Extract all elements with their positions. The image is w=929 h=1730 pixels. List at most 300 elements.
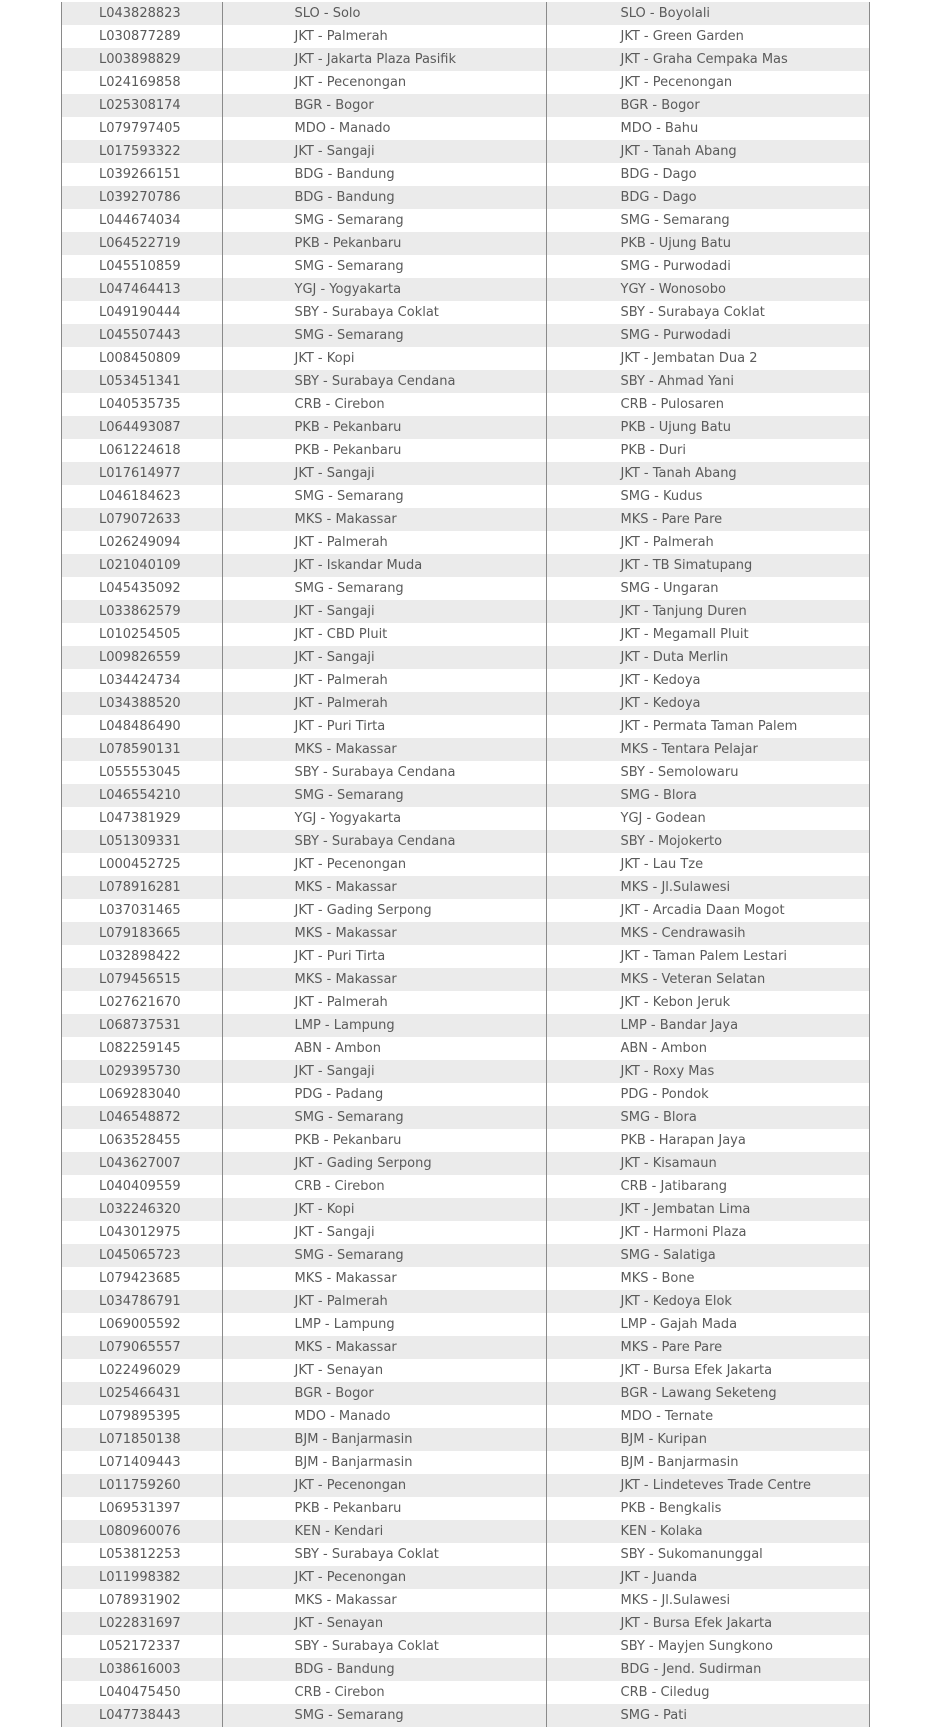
origin-cell: JKT - Gading Serpong (222, 1152, 546, 1175)
table-row (62, 853, 869, 876)
destination-cell: MKS - Veteran Selatan (546, 968, 869, 991)
destination-cell: JKT - Duta Merlin (546, 646, 869, 669)
destination-cell: JKT - Pecenongan (546, 71, 869, 94)
destination-cell: BDG - Dago (546, 186, 869, 209)
origin-cell: JKT - Pecenongan (222, 1474, 546, 1497)
destination-cell: SBY - Sukomanunggal (546, 1543, 869, 1566)
table-row (62, 2, 869, 25)
origin-cell: BDG - Bandung (222, 186, 546, 209)
origin-cell: MKS - Makassar (222, 738, 546, 761)
origin-cell: BGR - Bogor (222, 1382, 546, 1405)
destination-cell: JKT - Harmoni Plaza (546, 1221, 869, 1244)
tracking-code-cell: L046184623 (62, 485, 222, 508)
origin-cell: BDG - Bandung (222, 1658, 546, 1681)
tracking-code-cell: L063528455 (62, 1129, 222, 1152)
tracking-code-cell: L038616003 (62, 1658, 222, 1681)
tracking-code-cell: L032898422 (62, 945, 222, 968)
shipment-table-container (61, 2, 870, 1727)
tracking-code-cell: L039266151 (62, 163, 222, 186)
table-row (62, 554, 869, 577)
shipment-table-body (62, 2, 869, 1727)
tracking-code-cell: L046554210 (62, 784, 222, 807)
table-row (62, 1612, 869, 1635)
origin-cell: SMG - Semarang (222, 209, 546, 232)
origin-cell: JKT - Sangaji (222, 600, 546, 623)
table-row (62, 48, 869, 71)
destination-cell: ABN - Ambon (546, 1037, 869, 1060)
origin-cell: JKT - Sangaji (222, 646, 546, 669)
destination-cell: KEN - Kolaka (546, 1520, 869, 1543)
tracking-code-cell: L078931902 (62, 1589, 222, 1612)
table-row (62, 393, 869, 416)
table-row (62, 508, 869, 531)
tracking-code-cell: L010254505 (62, 623, 222, 646)
destination-cell: BJM - Banjarmasin (546, 1451, 869, 1474)
destination-cell: PKB - Ujung Batu (546, 416, 869, 439)
table-row (62, 255, 869, 278)
tracking-code-cell: L069283040 (62, 1083, 222, 1106)
origin-cell: ABN - Ambon (222, 1037, 546, 1060)
table-row (62, 1681, 869, 1704)
table-row (62, 416, 869, 439)
origin-cell: JKT - CBD Pluit (222, 623, 546, 646)
tracking-code-cell: L034388520 (62, 692, 222, 715)
table-row (62, 1359, 869, 1382)
destination-cell: SMG - Salatiga (546, 1244, 869, 1267)
destination-cell: JKT - Kisamaun (546, 1152, 869, 1175)
table-row (62, 140, 869, 163)
origin-cell: CRB - Cirebon (222, 1175, 546, 1198)
destination-cell: BDG - Dago (546, 163, 869, 186)
tracking-code-cell: L080960076 (62, 1520, 222, 1543)
tracking-code-cell: L069531397 (62, 1497, 222, 1520)
table-row (62, 1221, 869, 1244)
destination-cell: YGY - Wonosobo (546, 278, 869, 301)
destination-cell: JKT - Kedoya Elok (546, 1290, 869, 1313)
table-row (62, 531, 869, 554)
table-row (62, 968, 869, 991)
tracking-code-cell: L008450809 (62, 347, 222, 370)
destination-cell: JKT - TB Simatupang (546, 554, 869, 577)
origin-cell: JKT - Palmerah (222, 991, 546, 1014)
tracking-code-cell: L000452725 (62, 853, 222, 876)
table-row (62, 1635, 869, 1658)
tracking-code-cell: L017593322 (62, 140, 222, 163)
destination-cell: SMG - Purwodadi (546, 255, 869, 278)
tracking-code-cell: L079423685 (62, 1267, 222, 1290)
tracking-code-cell: L039270786 (62, 186, 222, 209)
origin-cell: JKT - Senayan (222, 1612, 546, 1635)
destination-cell: JKT - Green Garden (546, 25, 869, 48)
table-row (62, 1290, 869, 1313)
origin-cell: PKB - Pekanbaru (222, 1497, 546, 1520)
table-row (62, 1543, 869, 1566)
table-row (62, 462, 869, 485)
destination-cell: SMG - Kudus (546, 485, 869, 508)
table-row (62, 830, 869, 853)
tracking-code-cell: L022831697 (62, 1612, 222, 1635)
destination-cell: PKB - Bengkalis (546, 1497, 869, 1520)
table-row (62, 1428, 869, 1451)
origin-cell: SMG - Semarang (222, 784, 546, 807)
table-row (62, 1152, 869, 1175)
tracking-code-cell: L079065557 (62, 1336, 222, 1359)
destination-cell: SBY - Ahmad Yani (546, 370, 869, 393)
table-row (62, 715, 869, 738)
table-row (62, 1060, 869, 1083)
origin-cell: MKS - Makassar (222, 968, 546, 991)
origin-cell: MKS - Makassar (222, 876, 546, 899)
table-row (62, 876, 869, 899)
tracking-code-cell: L043012975 (62, 1221, 222, 1244)
table-row (62, 669, 869, 692)
origin-cell: SBY - Surabaya Coklat (222, 301, 546, 324)
tracking-code-cell: L053812253 (62, 1543, 222, 1566)
origin-cell: PKB - Pekanbaru (222, 416, 546, 439)
tracking-code-cell: L068737531 (62, 1014, 222, 1037)
tracking-code-cell: L037031465 (62, 899, 222, 922)
tracking-code-cell: L033862579 (62, 600, 222, 623)
destination-cell: SBY - Mojokerto (546, 830, 869, 853)
origin-cell: MKS - Makassar (222, 1336, 546, 1359)
destination-cell: MDO - Bahu (546, 117, 869, 140)
tracking-code-cell: L079072633 (62, 508, 222, 531)
destination-cell: BDG - Jend. Sudirman (546, 1658, 869, 1681)
tracking-code-cell: L048486490 (62, 715, 222, 738)
table-row (62, 922, 869, 945)
table-row (62, 692, 869, 715)
destination-cell: SBY - Surabaya Coklat (546, 301, 869, 324)
tracking-code-cell: L078916281 (62, 876, 222, 899)
tracking-code-cell: L049190444 (62, 301, 222, 324)
table-row (62, 1198, 869, 1221)
tracking-code-cell: L045065723 (62, 1244, 222, 1267)
origin-cell: LMP - Lampung (222, 1014, 546, 1037)
destination-cell: PKB - Duri (546, 439, 869, 462)
shipment-table (62, 2, 869, 1727)
tracking-code-cell: L052172337 (62, 1635, 222, 1658)
destination-cell: SMG - Pati (546, 1704, 869, 1727)
destination-cell: SMG - Blora (546, 1106, 869, 1129)
destination-cell: PKB - Harapan Jaya (546, 1129, 869, 1152)
origin-cell: KEN - Kendari (222, 1520, 546, 1543)
table-row (62, 117, 869, 140)
origin-cell: SBY - Surabaya Cendana (222, 370, 546, 393)
origin-cell: JKT - Sangaji (222, 1221, 546, 1244)
table-row (62, 738, 869, 761)
tracking-code-cell: L009826559 (62, 646, 222, 669)
destination-cell: JKT - Lau Tze (546, 853, 869, 876)
table-row (62, 1566, 869, 1589)
origin-cell: JKT - Pecenongan (222, 853, 546, 876)
origin-cell: SBY - Surabaya Coklat (222, 1635, 546, 1658)
tracking-code-cell: L017614977 (62, 462, 222, 485)
destination-cell: CRB - Jatibarang (546, 1175, 869, 1198)
table-row (62, 1474, 869, 1497)
table-row (62, 232, 869, 255)
origin-cell: PDG - Padang (222, 1083, 546, 1106)
table-row (62, 1106, 869, 1129)
table-row (62, 1129, 869, 1152)
table-row (62, 784, 869, 807)
tracking-code-cell: L024169858 (62, 71, 222, 94)
tracking-code-cell: L030877289 (62, 25, 222, 48)
table-row (62, 1704, 869, 1727)
destination-cell: PDG - Pondok (546, 1083, 869, 1106)
table-row (62, 209, 869, 232)
destination-cell: JKT - Arcadia Daan Mogot (546, 899, 869, 922)
table-row (62, 1267, 869, 1290)
table-row (62, 94, 869, 117)
table-row (62, 623, 869, 646)
table-row (62, 324, 869, 347)
table-row (62, 163, 869, 186)
origin-cell: PKB - Pekanbaru (222, 232, 546, 255)
origin-cell: JKT - Puri Tirta (222, 715, 546, 738)
origin-cell: PKB - Pekanbaru (222, 1129, 546, 1152)
table-row (62, 945, 869, 968)
destination-cell: JKT - Bursa Efek Jakarta (546, 1359, 869, 1382)
origin-cell: MDO - Manado (222, 1405, 546, 1428)
destination-cell: JKT - Bursa Efek Jakarta (546, 1612, 869, 1635)
tracking-code-cell: L079456515 (62, 968, 222, 991)
table-row (62, 646, 869, 669)
tracking-code-cell: L071850138 (62, 1428, 222, 1451)
tracking-code-cell: L044674034 (62, 209, 222, 232)
tracking-code-cell: L022496029 (62, 1359, 222, 1382)
tracking-code-cell: L040535735 (62, 393, 222, 416)
table-row (62, 761, 869, 784)
destination-cell: JKT - Megamall Pluit (546, 623, 869, 646)
table-row (62, 1451, 869, 1474)
table-row (62, 1520, 869, 1543)
origin-cell: JKT - Palmerah (222, 531, 546, 554)
destination-cell: LMP - Gajah Mada (546, 1313, 869, 1336)
table-row (62, 1382, 869, 1405)
destination-cell: JKT - Tanah Abang (546, 462, 869, 485)
origin-cell: SMG - Semarang (222, 1704, 546, 1727)
tracking-code-cell: L026249094 (62, 531, 222, 554)
origin-cell: JKT - Jakarta Plaza Pasifik (222, 48, 546, 71)
tracking-code-cell: L046548872 (62, 1106, 222, 1129)
origin-cell: JKT - Kopi (222, 347, 546, 370)
tracking-code-cell: L082259145 (62, 1037, 222, 1060)
table-row (62, 1313, 869, 1336)
destination-cell: JKT - Permata Taman Palem (546, 715, 869, 738)
table-row (62, 301, 869, 324)
destination-cell: JKT - Palmerah (546, 531, 869, 554)
destination-cell: BJM - Kuripan (546, 1428, 869, 1451)
destination-cell: MKS - Bone (546, 1267, 869, 1290)
table-row (62, 1175, 869, 1198)
destination-cell: PKB - Ujung Batu (546, 232, 869, 255)
origin-cell: SMG - Semarang (222, 577, 546, 600)
origin-cell: JKT - Iskandar Muda (222, 554, 546, 577)
table-row (62, 1589, 869, 1612)
destination-cell: MKS - Jl.Sulawesi (546, 876, 869, 899)
tracking-code-cell: L040475450 (62, 1681, 222, 1704)
origin-cell: JKT - Palmerah (222, 25, 546, 48)
tracking-code-cell: L025466431 (62, 1382, 222, 1405)
tracking-code-cell: L034424734 (62, 669, 222, 692)
origin-cell: BGR - Bogor (222, 94, 546, 117)
origin-cell: MKS - Makassar (222, 508, 546, 531)
tracking-code-cell: L053451341 (62, 370, 222, 393)
destination-cell: SLO - Boyolali (546, 2, 869, 25)
tracking-code-cell: L027621670 (62, 991, 222, 1014)
origin-cell: SLO - Solo (222, 2, 546, 25)
table-row (62, 25, 869, 48)
destination-cell: JKT - Roxy Mas (546, 1060, 869, 1083)
origin-cell: JKT - Puri Tirta (222, 945, 546, 968)
tracking-code-cell: L047738443 (62, 1704, 222, 1727)
destination-cell: YGJ - Godean (546, 807, 869, 830)
origin-cell: JKT - Palmerah (222, 692, 546, 715)
destination-cell: SBY - Semolowaru (546, 761, 869, 784)
tracking-code-cell: L061224618 (62, 439, 222, 462)
tracking-code-cell: L064522719 (62, 232, 222, 255)
table-row (62, 577, 869, 600)
origin-cell: JKT - Sangaji (222, 140, 546, 163)
destination-cell: MKS - Tentara Pelajar (546, 738, 869, 761)
tracking-code-cell: L045435092 (62, 577, 222, 600)
origin-cell: MKS - Makassar (222, 922, 546, 945)
destination-cell: JKT - Kebon Jeruk (546, 991, 869, 1014)
tracking-code-cell: L043627007 (62, 1152, 222, 1175)
origin-cell: SBY - Surabaya Coklat (222, 1543, 546, 1566)
destination-cell: SMG - Purwodadi (546, 324, 869, 347)
origin-cell: BJM - Banjarmasin (222, 1428, 546, 1451)
table-row (62, 71, 869, 94)
table-row (62, 1658, 869, 1681)
tracking-code-cell: L032246320 (62, 1198, 222, 1221)
tracking-code-cell: L078590131 (62, 738, 222, 761)
origin-cell: CRB - Cirebon (222, 1681, 546, 1704)
destination-cell: CRB - Pulosaren (546, 393, 869, 416)
destination-cell: MKS - Pare Pare (546, 1336, 869, 1359)
table-row (62, 1336, 869, 1359)
destination-cell: JKT - Graha Cempaka Mas (546, 48, 869, 71)
tracking-code-cell: L047464413 (62, 278, 222, 301)
destination-cell: BGR - Lawang Seketeng (546, 1382, 869, 1405)
origin-cell: SMG - Semarang (222, 255, 546, 278)
tracking-code-cell: L064493087 (62, 416, 222, 439)
origin-cell: JKT - Pecenongan (222, 1566, 546, 1589)
destination-cell: SMG - Ungaran (546, 577, 869, 600)
origin-cell: MDO - Manado (222, 117, 546, 140)
destination-cell: JKT - Taman Palem Lestari (546, 945, 869, 968)
destination-cell: CRB - Ciledug (546, 1681, 869, 1704)
tracking-code-cell: L051309331 (62, 830, 222, 853)
origin-cell: JKT - Sangaji (222, 1060, 546, 1083)
destination-cell: JKT - Tanjung Duren (546, 600, 869, 623)
origin-cell: SMG - Semarang (222, 324, 546, 347)
tracking-code-cell: L047381929 (62, 807, 222, 830)
destination-cell: SMG - Blora (546, 784, 869, 807)
tracking-code-cell: L079183665 (62, 922, 222, 945)
table-row (62, 1405, 869, 1428)
origin-cell: JKT - Palmerah (222, 1290, 546, 1313)
origin-cell: SBY - Surabaya Cendana (222, 830, 546, 853)
origin-cell: SMG - Semarang (222, 485, 546, 508)
tracking-code-cell: L025308174 (62, 94, 222, 117)
origin-cell: BDG - Bandung (222, 163, 546, 186)
table-row (62, 1497, 869, 1520)
table-row (62, 1014, 869, 1037)
tracking-code-cell: L045507443 (62, 324, 222, 347)
origin-cell: MKS - Makassar (222, 1589, 546, 1612)
destination-cell: JKT - Jembatan Dua 2 (546, 347, 869, 370)
tracking-code-cell: L011759260 (62, 1474, 222, 1497)
tracking-code-cell: L034786791 (62, 1290, 222, 1313)
destination-cell: MKS - Cendrawasih (546, 922, 869, 945)
tracking-code-cell: L071409443 (62, 1451, 222, 1474)
destination-cell: JKT - Lindeteves Trade Centre (546, 1474, 869, 1497)
table-row (62, 370, 869, 393)
origin-cell: JKT - Sangaji (222, 462, 546, 485)
origin-cell: YGJ - Yogyakarta (222, 278, 546, 301)
origin-cell: SBY - Surabaya Cendana (222, 761, 546, 784)
table-row (62, 600, 869, 623)
table-row (62, 485, 869, 508)
origin-cell: YGJ - Yogyakarta (222, 807, 546, 830)
origin-cell: JKT - Palmerah (222, 669, 546, 692)
origin-cell: SMG - Semarang (222, 1244, 546, 1267)
tracking-code-cell: L079895395 (62, 1405, 222, 1428)
origin-cell: PKB - Pekanbaru (222, 439, 546, 462)
destination-cell: BGR - Bogor (546, 94, 869, 117)
table-row (62, 1037, 869, 1060)
tracking-code-cell: L055553045 (62, 761, 222, 784)
table-row (62, 186, 869, 209)
table-row (62, 1244, 869, 1267)
table-row (62, 991, 869, 1014)
destination-cell: LMP - Bandar Jaya (546, 1014, 869, 1037)
table-row (62, 347, 869, 370)
destination-cell: JKT - Juanda (546, 1566, 869, 1589)
origin-cell: JKT - Kopi (222, 1198, 546, 1221)
destination-cell: MDO - Ternate (546, 1405, 869, 1428)
destination-cell: MKS - Pare Pare (546, 508, 869, 531)
tracking-code-cell: L069005592 (62, 1313, 222, 1336)
tracking-code-cell: L079797405 (62, 117, 222, 140)
destination-cell: JKT - Kedoya (546, 692, 869, 715)
origin-cell: BJM - Banjarmasin (222, 1451, 546, 1474)
table-row (62, 899, 869, 922)
tracking-code-cell: L003898829 (62, 48, 222, 71)
table-row (62, 278, 869, 301)
tracking-code-cell: L029395730 (62, 1060, 222, 1083)
origin-cell: JKT - Senayan (222, 1359, 546, 1382)
tracking-code-cell: L045510859 (62, 255, 222, 278)
destination-cell: SMG - Semarang (546, 209, 869, 232)
destination-cell: SBY - Mayjen Sungkono (546, 1635, 869, 1658)
origin-cell: MKS - Makassar (222, 1267, 546, 1290)
destination-cell: JKT - Tanah Abang (546, 140, 869, 163)
tracking-code-cell: L040409559 (62, 1175, 222, 1198)
origin-cell: LMP - Lampung (222, 1313, 546, 1336)
tracking-code-cell: L043828823 (62, 2, 222, 25)
origin-cell: CRB - Cirebon (222, 393, 546, 416)
table-row (62, 439, 869, 462)
origin-cell: JKT - Gading Serpong (222, 899, 546, 922)
table-row (62, 807, 869, 830)
tracking-code-cell: L011998382 (62, 1566, 222, 1589)
table-row (62, 1083, 869, 1106)
destination-cell: JKT - Jembatan Lima (546, 1198, 869, 1221)
origin-cell: SMG - Semarang (222, 1106, 546, 1129)
destination-cell: JKT - Kedoya (546, 669, 869, 692)
